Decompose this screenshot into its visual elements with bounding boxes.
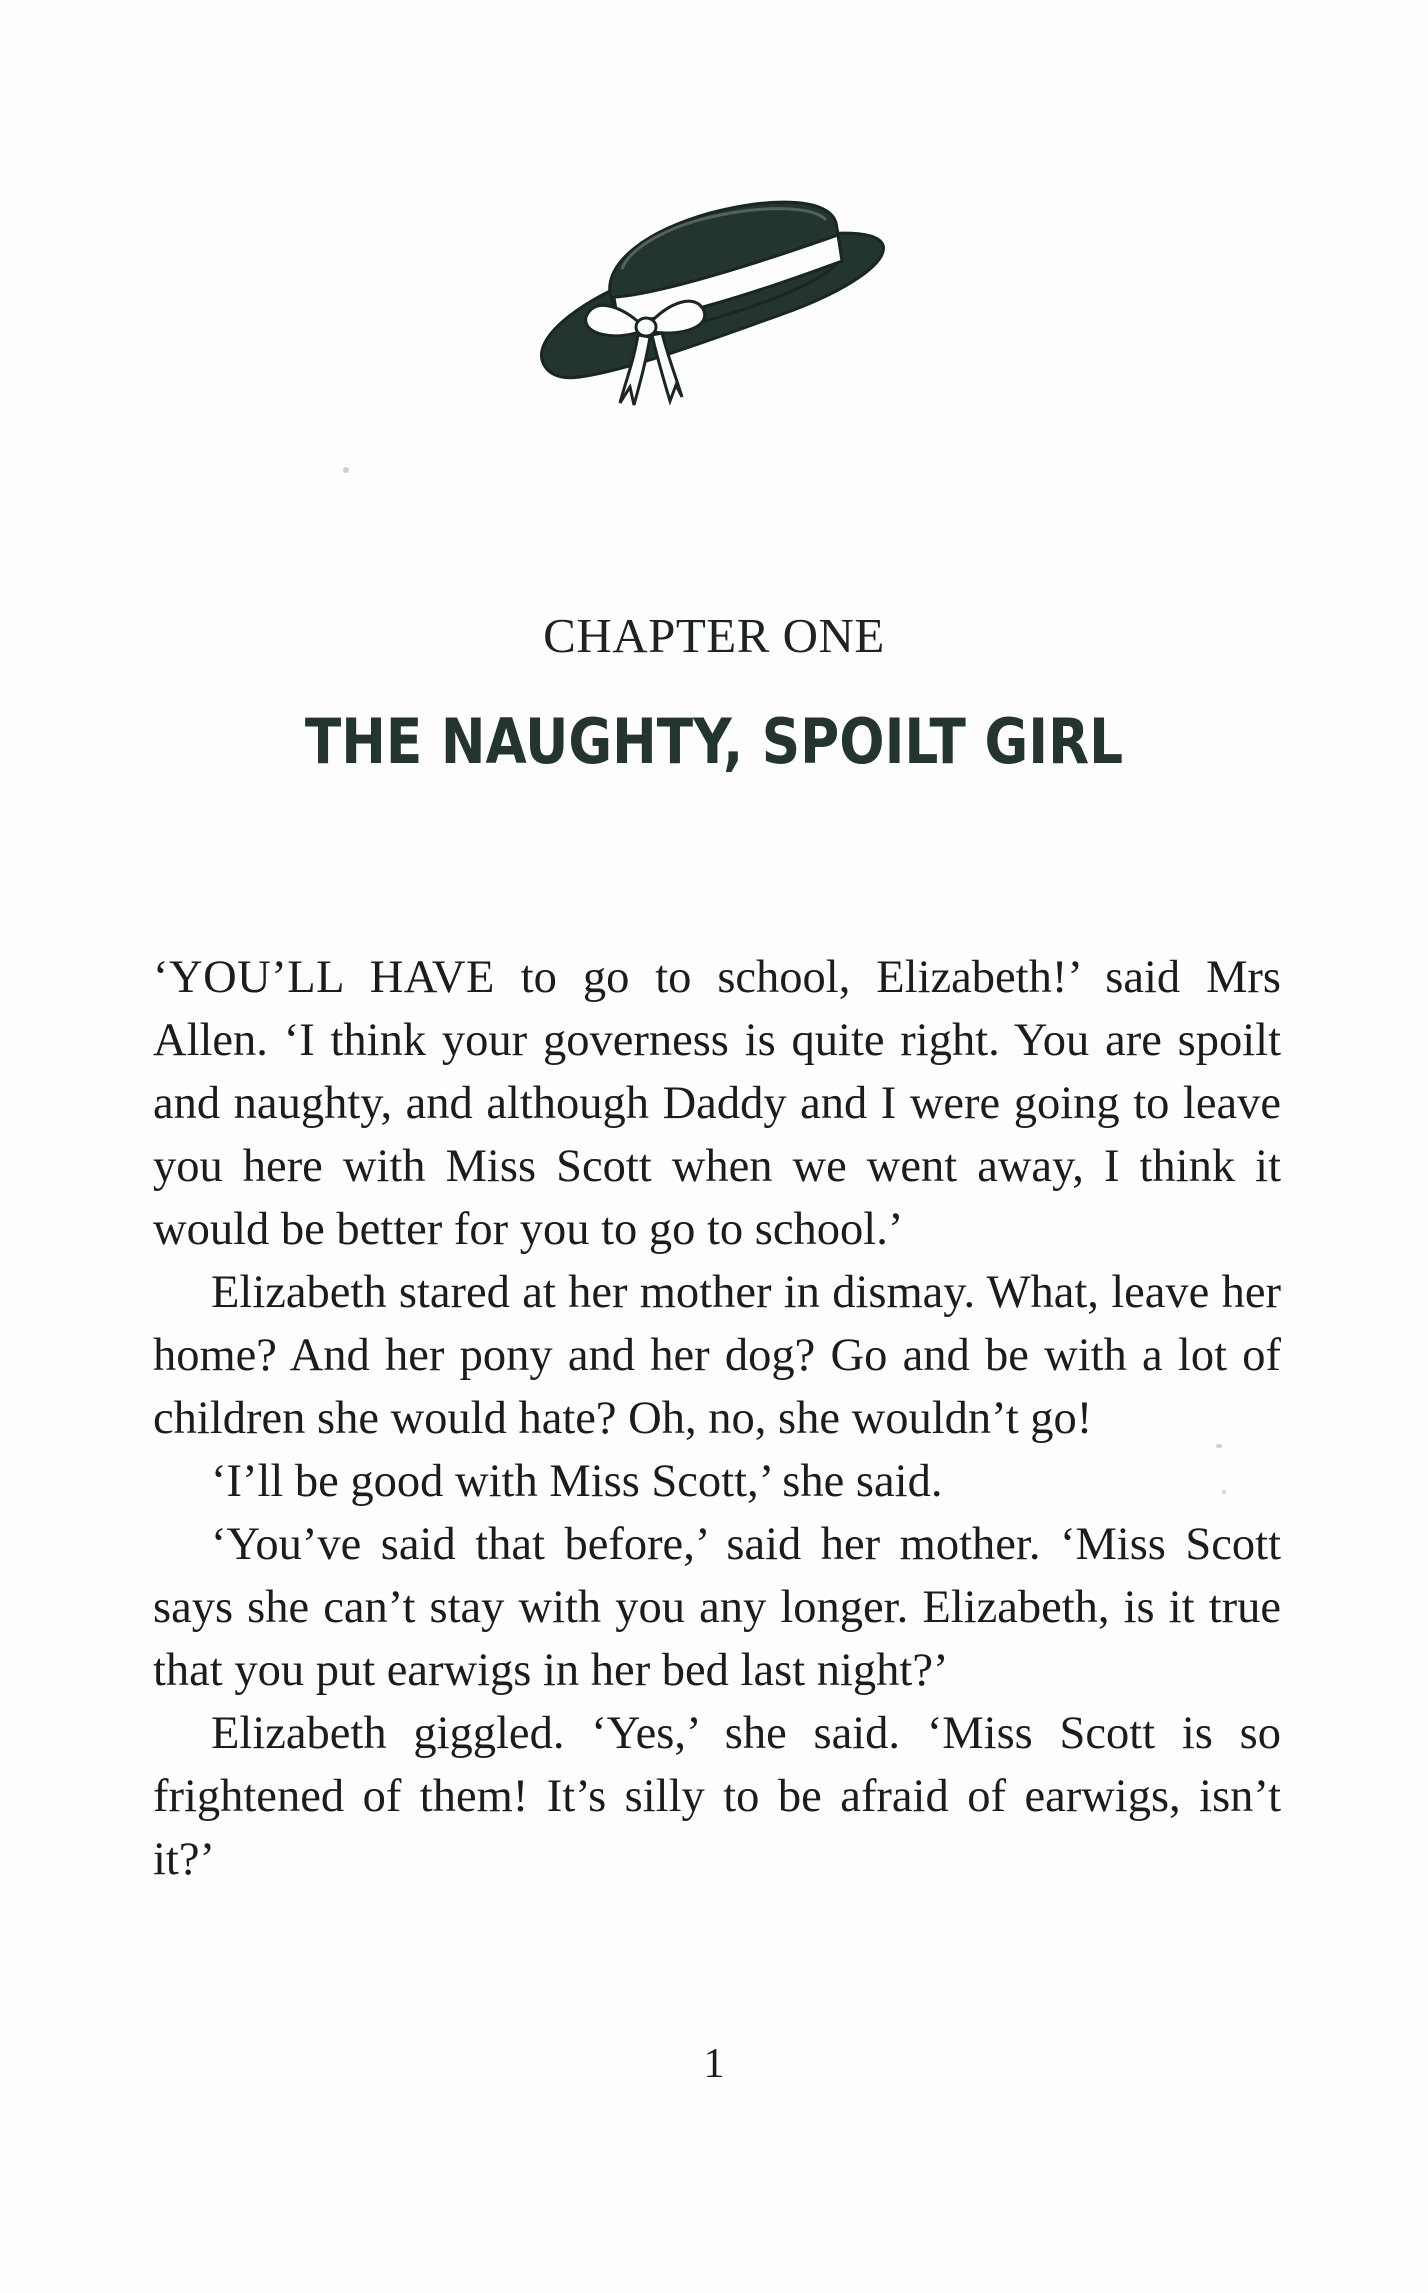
chapter-title: THE NAUGHTY, SPOILT GIRL [304,705,1124,778]
paper-speck [1222,1490,1226,1494]
chapter-label: CHAPTER ONE [543,608,885,663]
paragraph-1 [153,946,1281,1261]
paragraph-2: Elizabeth stared at her mother in dismay. What, leave her home? And her pony and her dog? Go and be with a lot of children she would hate? Oh, no, she wouldn’t go! [153,1267,1281,1444]
paragraph-5: Elizabeth giggled. ‘Yes,’ she said. ‘Miss Scott is so frightened of them! It’s silly to be afraid of earwigs, isn’t it?’ [153,1708,1281,1885]
boater-hat-icon [530,165,890,415]
page-number: 1 [703,2041,725,2087]
paper-speck [1216,1444,1222,1448]
paragraph-3: ‘I’ll be good with Miss Scott,’ she said. [211,1456,943,1507]
paper-speck [343,467,349,473]
chapter-body [153,946,1281,1891]
paragraph-lead: ‘YOU’LL HAVE [153,952,495,1003]
paragraph-4: ‘You’ve said that before,’ said her mother. ‘Miss Scott says she can’t stay with you any longer. Elizabeth, is it true that you put earwigs in her bed last night?’ [153,1519,1281,1696]
paragraph-text: to go to school, Elizabeth!’ said Mrs Allen. ‘I think your governess is quite right. You are spoilt and naughty, and although Daddy and I were going to leave you here with Miss Scott when we went away, I think it would be better for you to go to school.’ [153,952,1281,1255]
